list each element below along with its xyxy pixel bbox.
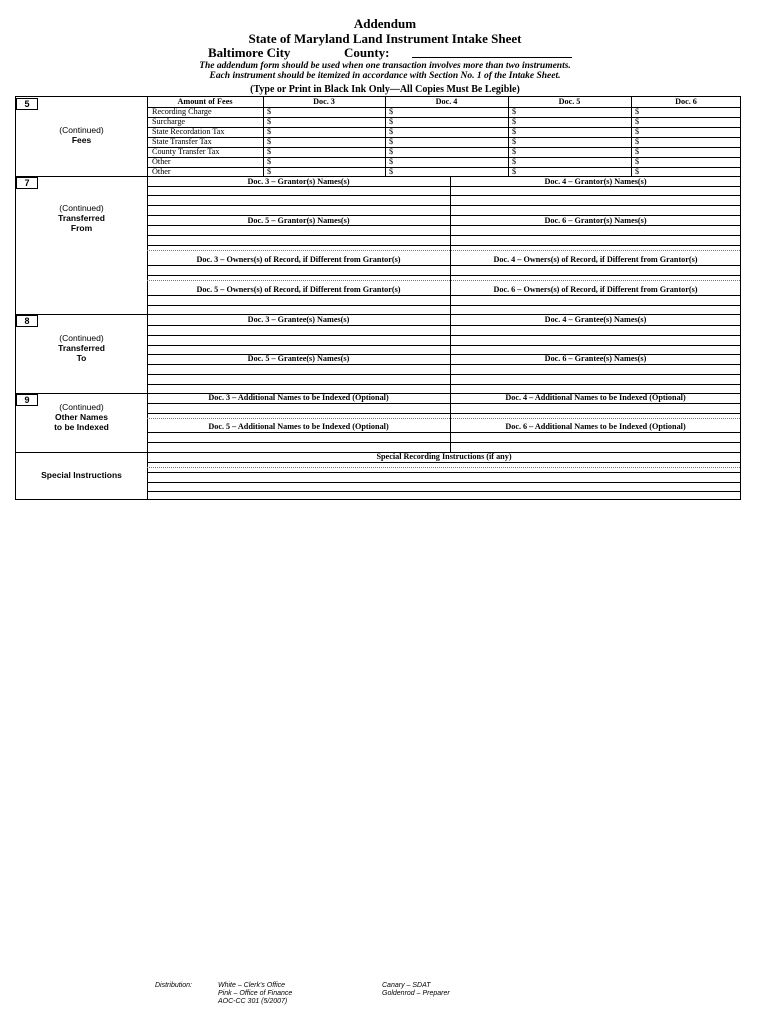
doc-3-grantor-header: Doc. 3 – Grantor(s) Names(s) <box>247 177 350 186</box>
grantee-entry-line[interactable] <box>147 384 740 385</box>
dotted-line <box>147 250 740 251</box>
fee-amount-field-doc-6[interactable]: $ <box>635 107 640 116</box>
note-line-3: (Type or Print in Black Ink Only—All Copies Must Be Legible) <box>250 84 520 95</box>
fee-amount-field-doc-3[interactable]: $ <box>267 137 272 146</box>
row-line <box>147 186 740 187</box>
fee-amount-field-doc-6[interactable]: $ <box>635 147 640 156</box>
doc-4-grantee-header: Doc. 4 – Grantee(s) Names(s) <box>544 315 647 324</box>
section-9-continued: (Continued) <box>59 402 104 412</box>
distribution-white: White – Clerk's Office <box>218 982 286 989</box>
section-7-number: 7 <box>16 177 38 189</box>
distribution-goldenrod: Goldenrod – Preparer <box>382 990 450 997</box>
doc-3-owner-header: Doc. 3 – Owners(s) of Record, if Different from Grantor(s) <box>196 255 401 264</box>
note-line-1: The addendum form should be used when one transaction involves more than two instruments. <box>199 61 571 71</box>
row-line <box>147 403 740 404</box>
fee-amount-field-doc-5[interactable]: $ <box>512 157 517 166</box>
owner-entry-line[interactable] <box>147 265 740 266</box>
city-label: Baltimore City <box>208 45 291 60</box>
fee-amount-field-doc-5[interactable]: $ <box>512 127 517 136</box>
fee-amount-field-doc-3[interactable]: $ <box>267 167 272 176</box>
section-8-label <box>16 333 147 363</box>
row-line <box>147 225 740 226</box>
grantor-entry-line[interactable] <box>147 205 740 206</box>
doc-5-additional-header: Doc. 5 – Additional Names to be Indexed (Optional) <box>208 422 389 431</box>
fee-amount-field-doc-6[interactable]: $ <box>635 127 640 136</box>
special-entry-line[interactable] <box>147 491 740 492</box>
section-9-title-2: to be Indexed <box>54 422 109 432</box>
dotted-line <box>147 280 740 281</box>
section-8-title-1: Transferred <box>58 343 105 353</box>
form-subtitle: State of Maryland Land Instrument Intake Sheet <box>248 31 522 46</box>
grantor-entry-line[interactable] <box>147 195 740 196</box>
section-7-label <box>16 203 147 233</box>
special-instructions-label: Special Instructions <box>41 470 122 480</box>
fee-row-label: Recording Charge <box>152 107 212 116</box>
section-5-number: 5 <box>16 98 38 110</box>
grantee-entry-line[interactable] <box>147 335 740 336</box>
county-field[interactable] <box>412 57 572 58</box>
form-title: Addendum <box>353 16 417 31</box>
doc-4-grantor-header: Doc. 4 – Grantor(s) Names(s) <box>544 177 647 186</box>
special-instructions-header: Special Recording Instructions (if any) <box>376 452 512 461</box>
fee-row-label: County Transfer Tax <box>152 147 220 156</box>
section-9-label <box>16 402 147 432</box>
doc-6-grantor-header: Doc. 6 – Grantor(s) Names(s) <box>544 216 647 225</box>
special-entry-line[interactable] <box>147 482 740 483</box>
fee-amount-field-doc-4[interactable]: $ <box>389 127 394 136</box>
row-line <box>147 325 740 326</box>
fee-amount-field-doc-3[interactable]: $ <box>267 147 272 156</box>
doc-3-grantee-header: Doc. 3 – Grantee(s) Names(s) <box>247 315 350 324</box>
section-7-title-1: Transferred <box>58 213 105 223</box>
fee-amount-field-doc-4[interactable]: $ <box>389 107 394 116</box>
doc-5-owner-header: Doc. 5 – Owners(s) of Record, if Different from Grantor(s) <box>196 285 401 294</box>
grantor-entry-line[interactable] <box>147 235 740 236</box>
fee-amount-field-doc-3[interactable]: $ <box>267 157 272 166</box>
distribution-canary: Canary – SDAT <box>382 982 431 989</box>
section-5-title: Fees <box>71 135 92 145</box>
fee-amount-field-doc-6[interactable]: $ <box>635 167 640 176</box>
form-number: AOC-CC 301 (5/2007) <box>218 998 288 1005</box>
doc-5-grantor-header: Doc. 5 – Grantor(s) Names(s) <box>247 216 350 225</box>
intake-form <box>15 96 741 500</box>
dotted-line <box>147 467 740 468</box>
fee-amount-field-doc-5[interactable]: $ <box>512 137 517 146</box>
fee-amount-field-doc-6[interactable]: $ <box>635 157 640 166</box>
fee-amount-field-doc-5[interactable]: $ <box>512 117 517 126</box>
section-9-title-1: Other Names <box>55 412 108 422</box>
section-5-label <box>16 125 147 145</box>
row-line <box>147 462 740 463</box>
fee-amount-field-doc-6[interactable]: $ <box>635 117 640 126</box>
dotted-line <box>147 418 740 419</box>
section-5-continued: (Continued) <box>59 125 104 135</box>
section-7-title-2: From <box>70 223 93 233</box>
section-8-continued: (Continued) <box>59 333 104 343</box>
owner-entry-line[interactable] <box>147 305 740 306</box>
county-label: County: <box>344 45 390 60</box>
fee-amount-field-doc-4[interactable]: $ <box>389 157 394 166</box>
distribution-pink: Pink – Office of Finance <box>218 990 293 997</box>
row-line <box>147 432 740 433</box>
fee-row-label: State Transfer Tax <box>152 137 212 146</box>
grantee-entry-line[interactable] <box>147 345 740 346</box>
fee-amount-field-doc-4[interactable]: $ <box>389 137 394 146</box>
fee-row-label: Other <box>152 157 171 166</box>
doc-5-grantee-header: Doc. 5 – Grantee(s) Names(s) <box>247 354 350 363</box>
grantor-entry-line[interactable] <box>147 245 740 246</box>
additional-entry-line[interactable] <box>147 413 740 414</box>
fee-row-label: Surcharge <box>152 117 186 126</box>
distribution-col-2 <box>382 982 450 998</box>
doc-6-owner-header: Doc. 6 – Owners(s) of Record, if Different from Grantor(s) <box>493 285 698 294</box>
section-7-continued: (Continued) <box>59 203 104 213</box>
fee-amount-field-doc-3[interactable]: $ <box>267 127 272 136</box>
section-9-number: 9 <box>16 394 38 406</box>
additional-entry-line[interactable] <box>147 442 740 443</box>
doc-3-col-header: Doc. 3 <box>313 97 335 106</box>
doc-4-owner-header: Doc. 4 – Owners(s) of Record, if Different from Grantor(s) <box>493 255 698 264</box>
section-8-title-2: To <box>76 353 87 363</box>
doc-5-col-header: Doc. 5 <box>558 97 581 106</box>
fee-amount-field-doc-4[interactable]: $ <box>389 117 394 126</box>
fee-amount-field-doc-3[interactable]: $ <box>267 117 272 126</box>
fee-amount-field-doc-4[interactable]: $ <box>389 147 394 156</box>
fee-amount-field-doc-4[interactable]: $ <box>389 167 394 176</box>
doc-3-additional-header: Doc. 3 – Additional Names to be Indexed (Optional) <box>208 393 389 402</box>
section-8-number: 8 <box>16 315 38 327</box>
fee-row-label: Other <box>152 167 171 176</box>
fee-row-label: State Recordation Tax <box>152 127 225 136</box>
owner-entry-line[interactable] <box>147 295 740 296</box>
fee-amount-field-doc-3[interactable]: $ <box>267 107 272 116</box>
fee-amount-field-doc-5[interactable]: $ <box>512 167 517 176</box>
note-line-2: Each instrument should be itemized in accordance with Section No. 1 of the Intake Sheet. <box>209 71 561 81</box>
fee-amount-field-doc-6[interactable]: $ <box>635 137 640 146</box>
owner-entry-line[interactable] <box>147 275 740 276</box>
doc-6-grantee-header: Doc. 6 – Grantee(s) Names(s) <box>544 354 647 363</box>
doc-4-additional-header: Doc. 4 – Additional Names to be Indexed (Optional) <box>505 393 686 402</box>
fee-amount-field-doc-5[interactable]: $ <box>512 107 517 116</box>
distribution-col-1 <box>218 982 292 1006</box>
special-entry-line[interactable] <box>147 472 740 473</box>
doc-6-additional-header: Doc. 6 – Additional Names to be Indexed (Optional) <box>505 422 686 431</box>
fee-amount-field-doc-5[interactable]: $ <box>512 147 517 156</box>
doc-6-col-header: Doc. 6 <box>675 97 697 106</box>
row-line <box>147 364 740 365</box>
distribution-label: Distribution: <box>155 982 192 989</box>
grantee-entry-line[interactable] <box>147 374 740 375</box>
doc-4-col-header: Doc. 4 <box>435 97 458 106</box>
fees-col-header: Amount of Fees <box>177 97 233 106</box>
